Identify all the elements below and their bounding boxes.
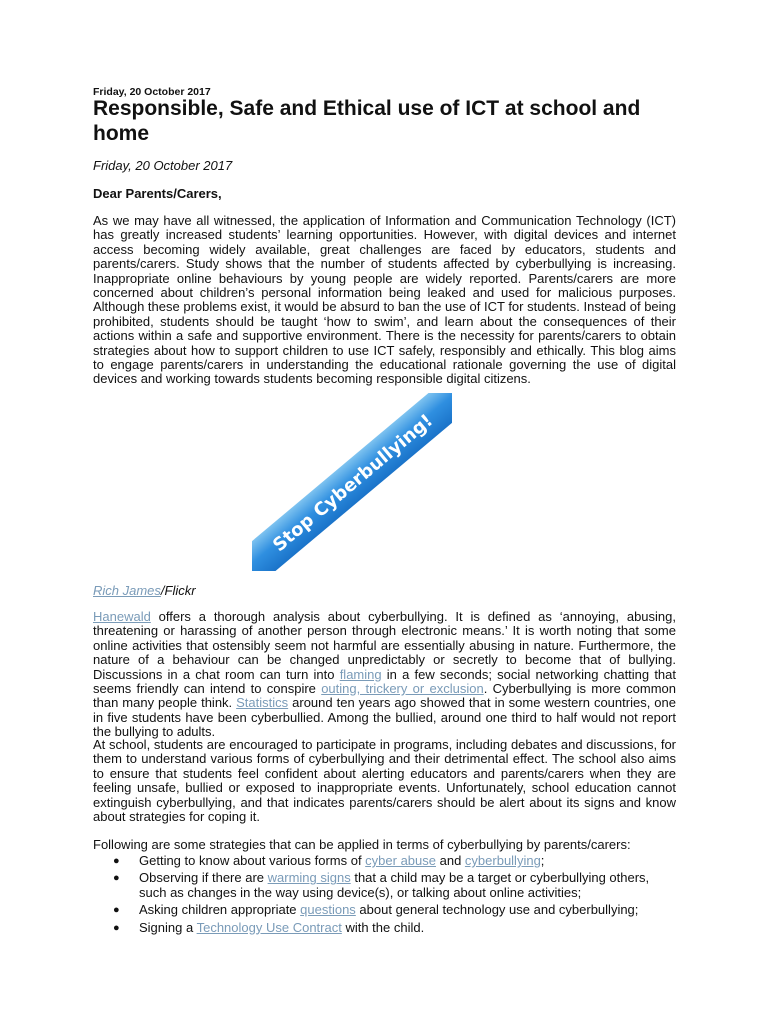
banner-text: Stop Cyberbullying! (268, 410, 438, 557)
cyberbullying-paragraph (93, 610, 676, 740)
para2-text-2: in a few seconds; social networking chatting that seems friendly can intend to conspire (93, 666, 677, 697)
para2-text-3: . Cyberbullying is more common than many people think. (93, 681, 676, 711)
list-text: Asking children appropriate (139, 902, 301, 918)
bullet-icon: ● (113, 872, 120, 885)
greeting: Dear Parents/Carers, (93, 186, 222, 201)
list-text: Signing a (139, 919, 197, 935)
list-item (93, 854, 676, 868)
page-title: Responsible, Safe and Ethical use of ICT at school and home (93, 97, 641, 145)
strategies-list (93, 854, 676, 938)
image-credit (93, 583, 196, 598)
warming-signs-link[interactable]: warming signs (267, 870, 351, 886)
list-item (93, 871, 676, 900)
list-text: ; (540, 853, 545, 868)
outing-link[interactable]: outing, trickery or exclusion (321, 681, 484, 697)
post-date-header: Friday, 20 October 2017 (93, 86, 211, 98)
post-date: Friday, 20 October 2017 (93, 158, 233, 173)
school-paragraph: At school, students are encouraged to participate in programs, including debates and discussions, for them to understand various forms of cyberbullying and their detrimental effect. The school also aims to ensure that students feel confident about alerting educators and parents/carers when they are feeling unsafe, bullied or exposed to inappropriate events. Unfortunately, school education cannot extinguish cyberbullying, and that indicates parents/carers should be alert about its signs and know about strategies for coping it. (93, 737, 676, 825)
bullet-icon: ● (113, 855, 120, 867)
bullet-icon: ● (113, 904, 120, 917)
cyberbullying-link[interactable]: cyberbullying (464, 853, 541, 868)
bullet-icon: ● (113, 921, 120, 934)
credit-source: /Flickr (160, 583, 196, 598)
list-item (93, 903, 676, 917)
hanewald-link[interactable]: Hanewald (93, 609, 151, 624)
list-text: that a child may be a target or cyberbullying others, such as changes in the way using device(s), or talking about online activities; (139, 870, 650, 900)
statistics-link[interactable]: Statistics (236, 695, 289, 711)
flaming-link[interactable]: flaming (339, 666, 382, 682)
questions-link[interactable]: questions (300, 902, 356, 918)
credit-author-link[interactable]: Rich James (93, 583, 161, 598)
intro-paragraph: As we may have all witnessed, the application of Information and Communication Technology (ICT) has greatly increased students’ learning opportunities. However, with digital devices and internet access becoming widely available, great challenges are faced by educators, students and parents/carers. Study shows that the number of students affected by cyberbullying is increasing. Inappropriate online behaviours by young people are widely reported. Parents/carers are more concerned about children’s personal information being leaked and used for malicious purposes. Although these problems exist, it would be absurd to ban the use of ICT for students. Instead of being prohibited, students should be taught ‘how to swim’, and learn about the consequences of their actions within a safe and supportive environment. There is the necessity for parents/carers to obtain strategies about how to support children to use ICT safely, responsibly and ethically. This blog aims to engage parents/carers in understanding the educational rationale governing the use of digital devices and working towards students becoming responsible digital citizens. (93, 213, 676, 387)
list-text: about general technology use and cyberbullying; (355, 902, 639, 918)
list-text: and (436, 853, 465, 868)
list-text: Observing if there are (139, 870, 268, 886)
technology-use-contract-link[interactable]: Technology Use Contract (196, 919, 342, 935)
list-item (93, 921, 676, 935)
para2-text-4: around ten years ago showed that in some western countries, one in five students have been cyberbullied. Among the bullied, around one third to half would not report the bullying to adults. (93, 695, 676, 740)
list-text: with the child. (341, 919, 425, 935)
strategies-intro: Following are some strategies that can be applied in terms of cyberbullying by parents/carers: (93, 837, 631, 852)
para2-text-1: offers a thorough analysis about cyberbullying. It is defined as ‘annoying, abusing, threatening or harassing of another person through electronic means.’ It is worth noting that some online activities that ostensibly seem not harmful are essentially abusing in nature. Furthermore, the nature of a behaviour can be changed unpredictably or secretly to become that of bullying. Discussions in a chat room can turn into (93, 609, 676, 682)
list-text: Getting to know about various forms of (139, 853, 366, 868)
stop-cyberbullying-banner (252, 393, 452, 571)
cyber-abuse-link[interactable]: cyber abuse (365, 853, 436, 868)
